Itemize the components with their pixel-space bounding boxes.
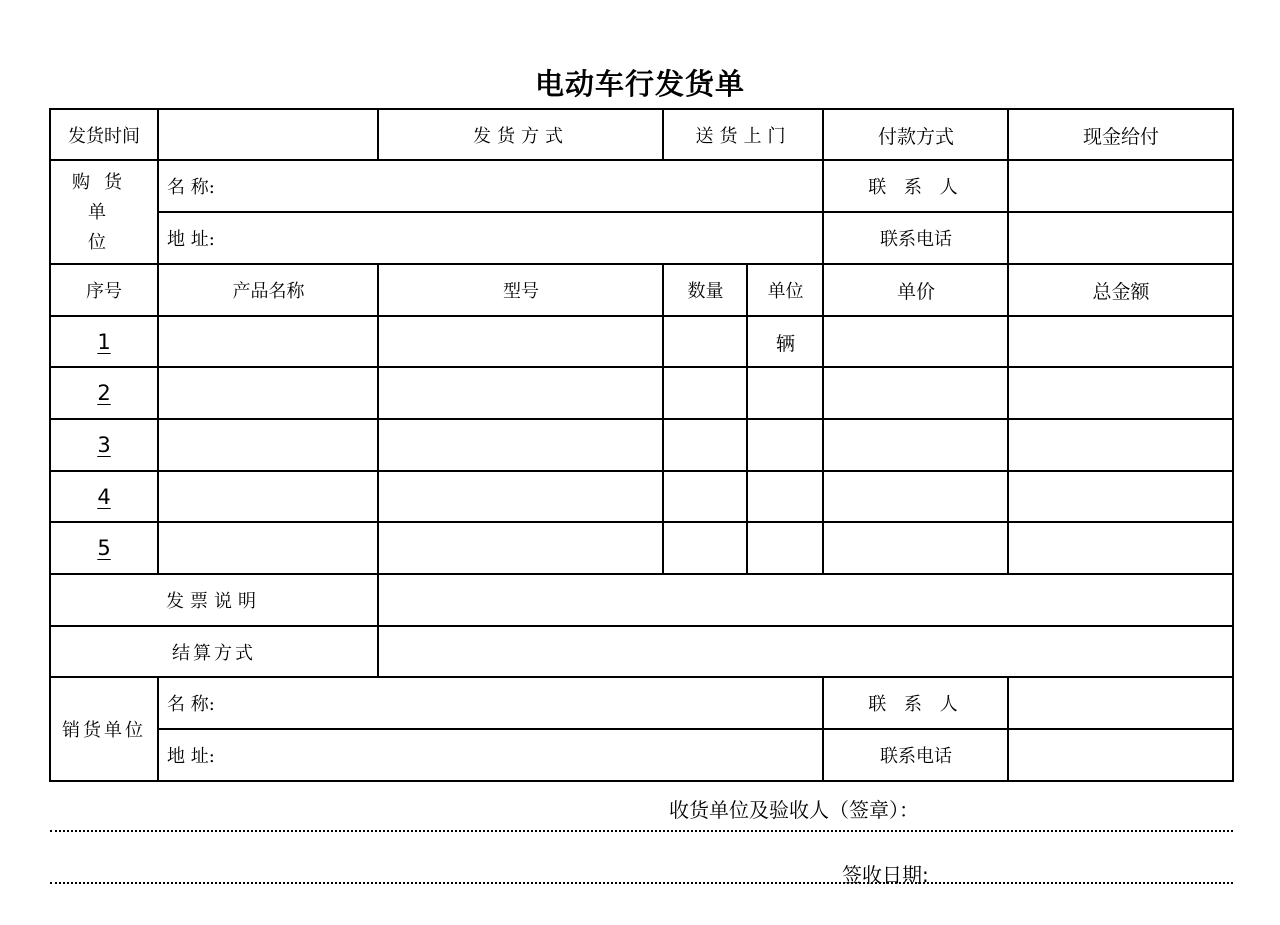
total-field[interactable] (1009, 420, 1233, 470)
row-no: 5 (97, 536, 111, 560)
seller-contact-field[interactable] (1009, 678, 1233, 728)
unit-field[interactable]: 辆 (775, 332, 795, 355)
buyer-contact-label: 联 系 人 (868, 177, 964, 198)
total-field[interactable] (1009, 368, 1233, 418)
receipt-date-line[interactable] (50, 882, 1233, 884)
page-title: 电动车行发货单 (534, 67, 745, 101)
qty-field[interactable] (664, 317, 747, 367)
buyer-phone-label: 联系电话 (880, 229, 952, 250)
buyer-address-label: 地 址: (167, 229, 215, 250)
row-no: 4 (97, 484, 111, 509)
receiver-sign-line[interactable] (50, 830, 1233, 832)
price-field[interactable] (824, 472, 1008, 521)
product-field[interactable] (159, 368, 378, 418)
header-product: 产品名称 (232, 281, 305, 302)
product-field[interactable] (159, 523, 378, 573)
row-no: 3 (97, 433, 111, 457)
receipt-date-label: 签收日期: (842, 863, 929, 887)
model-field[interactable] (379, 368, 663, 418)
model-field[interactable] (379, 523, 663, 573)
settlement-label: 结算方式 (172, 642, 256, 664)
buyer-phone-field[interactable] (1009, 213, 1233, 263)
invoice-note-label: 发票说明 (166, 591, 262, 612)
header-no: 序号 (86, 281, 122, 302)
header-qty: 数量 (687, 281, 724, 302)
qty-field[interactable] (664, 368, 747, 418)
unit-field[interactable] (748, 420, 823, 470)
grid-line (50, 780, 1234, 782)
product-field[interactable] (159, 472, 378, 521)
ship-method-label: 发货方式 (473, 126, 569, 147)
unit-field[interactable] (748, 368, 823, 418)
price-field[interactable] (824, 317, 1008, 367)
seller-phone-field[interactable] (1009, 730, 1233, 780)
payment-method-value[interactable]: 现金给付 (1082, 125, 1159, 148)
price-field[interactable] (824, 420, 1008, 470)
unit-field[interactable] (748, 523, 823, 573)
product-field[interactable] (159, 420, 378, 470)
seller-address-label: 地 址: (167, 746, 215, 767)
header-price: 单价 (896, 280, 935, 303)
seller-contact-label: 联 系 人 (868, 694, 964, 715)
total-field[interactable] (1009, 472, 1233, 521)
ship-method-value[interactable]: 送货上门 (695, 126, 792, 147)
qty-field[interactable] (664, 420, 747, 470)
buyer-label-line1: 购货 单 (72, 171, 136, 223)
buyer-address-field[interactable] (159, 213, 823, 263)
buyer-section-label (50, 161, 158, 264)
unit-field[interactable] (748, 472, 823, 521)
buyer-name-field[interactable] (159, 161, 823, 211)
total-field[interactable] (1009, 317, 1233, 367)
ship-time-label: 发货时间 (68, 126, 140, 147)
buyer-label-line2: 位 (88, 231, 120, 253)
seller-name-label: 名 称: (167, 694, 215, 715)
header-unit: 单位 (767, 281, 804, 302)
price-field[interactable] (824, 368, 1008, 418)
buyer-name-label: 名 称: (167, 177, 215, 198)
receiver-sign-label: 收货单位及验收人（签章）： (669, 798, 919, 822)
ship-time-field[interactable] (159, 110, 378, 160)
invoice-note-field[interactable] (379, 575, 1233, 625)
row-no: 2 (97, 381, 111, 405)
model-field[interactable] (379, 317, 663, 367)
payment-method-label: 付款方式 (877, 125, 954, 148)
qty-field[interactable] (664, 472, 747, 521)
model-field[interactable] (379, 420, 663, 470)
qty-field[interactable] (664, 523, 747, 573)
price-field[interactable] (824, 523, 1008, 573)
buyer-contact-field[interactable] (1009, 161, 1233, 211)
row-no: 1 (97, 330, 111, 354)
header-model: 型号 (503, 281, 539, 302)
seller-phone-label: 联系电话 (880, 746, 952, 767)
seller-section-label: 销货单位 (62, 720, 146, 741)
model-field[interactable] (379, 472, 663, 521)
seller-address-field[interactable] (159, 730, 823, 780)
header-total: 总金额 (1092, 280, 1150, 303)
seller-name-field[interactable] (159, 678, 823, 728)
settlement-field[interactable] (379, 627, 1233, 676)
product-field[interactable] (159, 317, 378, 367)
total-field[interactable] (1009, 523, 1233, 573)
